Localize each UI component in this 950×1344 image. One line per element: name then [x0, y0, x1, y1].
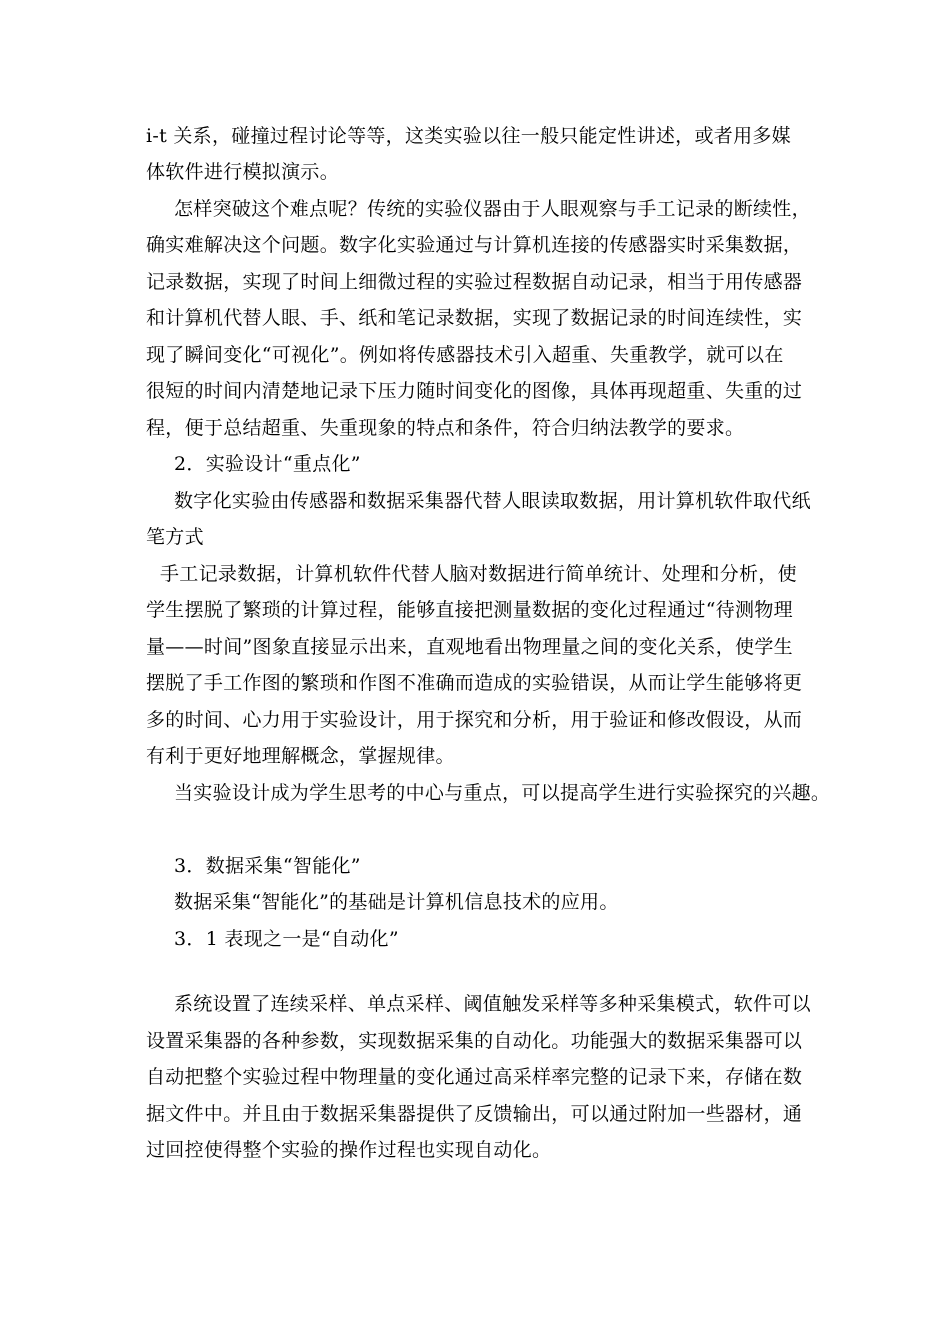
text-line: 记录数据，实现了时间上细微过程的实验过程数据自动记录，相当于用传感器 [146, 271, 803, 293]
section-heading: 3．数据采集“智能化” [174, 855, 361, 877]
text-line: 手工记录数据，计算机软件代替人脑对数据进行简单统计、处理和分析，使 [160, 563, 797, 585]
text-line: 多的时间、心力用于实验设计，用于探究和分析，用于验证和修改假设，从而 [146, 709, 803, 731]
text-line: 系统设置了连续采样、单点采样、阈值触发采样等多种采集模式，软件可以 [174, 993, 811, 1015]
text-line: 摆脱了手工作图的繁琐和作图不准确而造成的实验错误，从而让学生能够将更 [146, 672, 803, 694]
text-line: 学生摆脱了繁琐的计算过程，能够直接把测量数据的变化过程通过“待测物理 [146, 599, 793, 621]
text-line: 程，便于总结超重、失重现象的特点和条件，符合归纳法教学的要求。 [146, 417, 745, 439]
text-line: 数据采集“智能化”的基础是计算机信息技术的应用。 [174, 891, 619, 913]
section-heading: 2．实验设计“重点化” [174, 453, 361, 475]
text-line: 自动把整个实验过程中物理量的变化通过高采样率完整的记录下来，存储在数 [146, 1066, 803, 1088]
text-line: 当实验设计成为学生思考的中心与重点，可以提高学生进行实验探究的兴趣。 [174, 782, 831, 804]
text-line: 有利于更好地理解概念，掌握规律。 [146, 745, 455, 767]
text-line: 设置采集器的各种参数，实现数据采集的自动化。功能强大的数据采集器可以 [146, 1030, 803, 1052]
text-line: 据文件中。并且由于数据采集器提供了反馈输出，可以通过附加一些器材，通 [146, 1103, 803, 1125]
text-line: 数字化实验由传感器和数据采集器代替人眼读取数据，用计算机软件取代纸 [174, 490, 811, 512]
subsection-heading: 3．1 表现之一是“自动化” [174, 928, 399, 950]
text-line: 笔方式 [146, 526, 204, 548]
text-line: 确实难解决这个问题。数字化实验通过与计算机连接的传感器实时采集数据， [146, 234, 803, 256]
text-line: 过回控使得整个实验的操作过程也实现自动化。 [146, 1139, 552, 1161]
text-line: 现了瞬间变化“可视化”。例如将传感器技术引入超重、失重教学，就可以在 [146, 344, 784, 366]
text-line: 体软件进行模拟演示。 [146, 161, 340, 183]
text-line: 和计算机代替人眼、手、纸和笔记录数据，实现了数据记录的时间连续性，实 [146, 307, 803, 329]
text-line: 量——时间”图象直接显示出来，直观地看出物理量之间的变化关系，使学生 [146, 636, 793, 658]
text-line: 很短的时间内清楚地记录下压力随时间变化的图像，具体再现超重、失重的过 [146, 380, 803, 402]
text-line: i-t 关系，碰撞过程讨论等等，这类实验以往一般只能定性讲述，或者用多媒 [146, 125, 791, 147]
text-line: 怎样突破这个难点呢？传统的实验仪器由于人眼观察与手工记录的断续性， [174, 198, 811, 220]
